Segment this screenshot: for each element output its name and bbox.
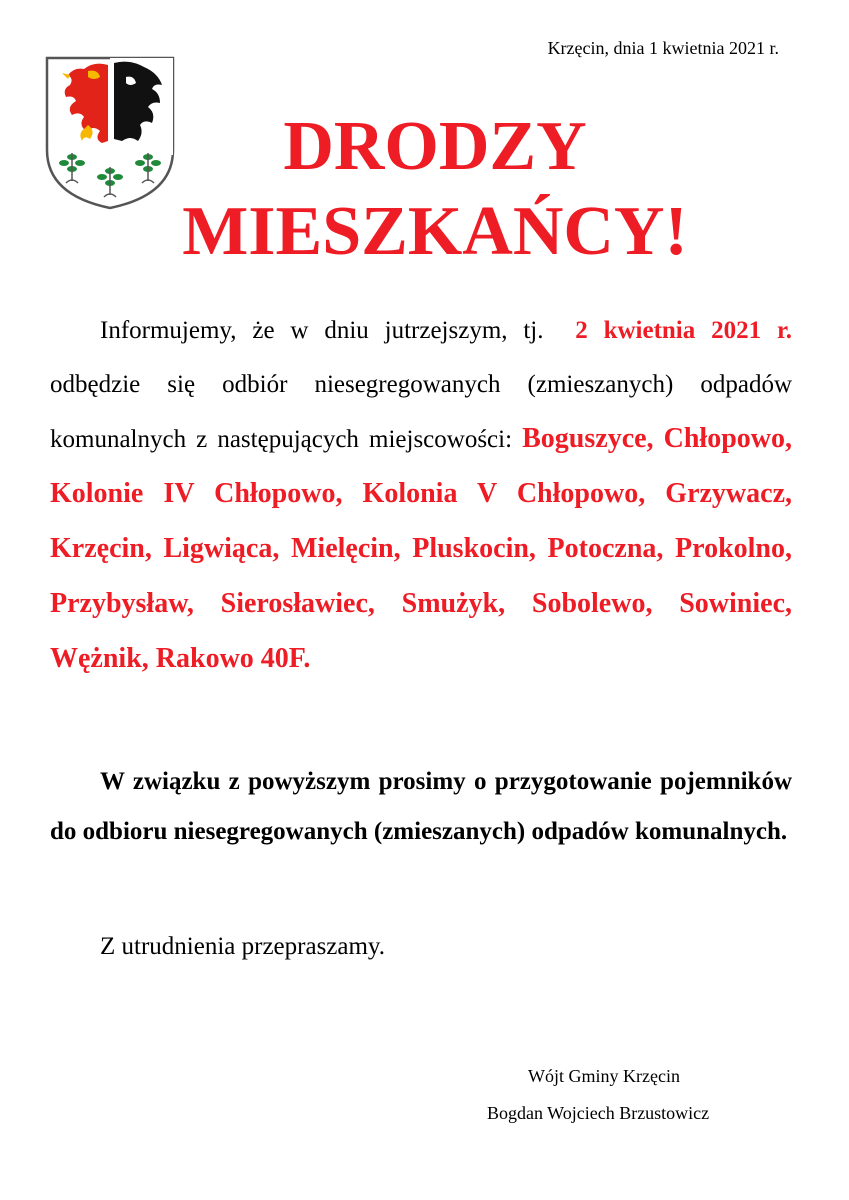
announcement-middle: odbędzie się odbiór niesegregowanych (zmieszanych) odpadów komunalnych z następujących miejscowości: bbox=[50, 371, 792, 453]
announcement-intro: Informujemy, że w dniu jutrzejszym, tj. bbox=[100, 317, 544, 344]
headline-line-1: DRODZY bbox=[283, 108, 587, 185]
document-date: Krzęcin, dnia 1 kwietnia 2021 r. bbox=[547, 38, 779, 58]
collection-date: 2 kwietnia 2021 r. bbox=[575, 317, 792, 344]
signature-name: Bogdan Wojciech Brzustowicz bbox=[487, 1103, 710, 1123]
announcement-paragraph bbox=[50, 304, 792, 687]
headline-line-2: MIESZKAŃCY! bbox=[182, 193, 688, 270]
locality-list: Chłopowo, Kolonie IV Chłopowo, Kolonia V Chłopowo, Grzywacz, Krzęcin, Ligwiąca, Mielęcin, Pluskocin, Potoczna, Prokolno, Przybysław, Sierosławiec, Smużyk, Sobolewo, Sowiniec, Wężnik, Rakowo 40F. bbox=[50, 423, 793, 674]
apology-paragraph bbox=[50, 922, 792, 972]
request-text: W związku z powyższym prosimy o przygotowanie pojemników do odbioru niesegregowanych (zmieszanych) odpadów komunalnych. bbox=[50, 768, 792, 845]
signature-position: Wójt Gminy Krzęcin bbox=[528, 1066, 680, 1086]
apology-text: Z utrudnienia przepraszamy. bbox=[100, 933, 386, 960]
request-paragraph bbox=[50, 757, 792, 857]
locality-first: Boguszyce, bbox=[522, 423, 654, 454]
